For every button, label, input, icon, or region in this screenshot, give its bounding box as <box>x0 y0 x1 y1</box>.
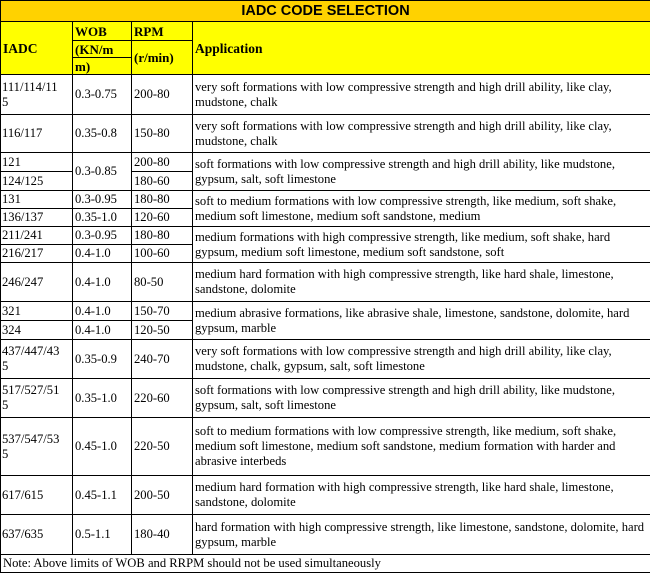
wob-cell: 0.4-1.0 <box>73 302 132 321</box>
table-row <box>1 75 650 115</box>
header-rpm-line2: (r/min) <box>132 41 193 75</box>
wob-cell: 0.45-1.0 <box>73 418 132 476</box>
rpm-cell: 180-60 <box>132 172 193 191</box>
wob-cell: 0.35-1.0 <box>73 379 132 418</box>
wob-cell: 0.4-1.0 <box>73 245 132 263</box>
rpm-cell: 200-50 <box>132 476 193 515</box>
iadc-cell: 131 <box>1 191 73 209</box>
application-cell: soft to medium formations with low compressive strength, like medium, soft shake, medium soft limestone, medium soft sandstone, medium <box>193 191 650 227</box>
application-cell: medium hard formation with high compressive strength, like hard shale, limestone, sandstone, dolomite <box>193 263 650 302</box>
wob-cell: 0.3-0.85 <box>73 153 132 191</box>
application-cell: soft formations with low compressive strength and high drill ability, like mudstone, gypsum, salt, soft limestone <box>193 153 650 191</box>
wob-cell: 0.3-0.95 <box>73 227 132 245</box>
header-wob-line2: (KN/m <box>73 41 132 58</box>
application-cell: soft to medium formations with low compressive strength, like medium, soft shake, medium soft limestone, medium soft sandstone, medium formation with harder and abrasive interbeds <box>193 418 650 476</box>
application-cell: soft formations with low compressive strength and high drill ability, like mudstone, gypsum, salt, soft limestone <box>193 379 650 418</box>
iadc-cell: 637/635 <box>1 515 73 555</box>
table-row <box>1 379 650 418</box>
iadc-cell: 437/447/43 5 <box>1 340 73 379</box>
rpm-cell: 120-60 <box>132 209 193 227</box>
application-cell: very soft formations with low compressive strength and high drill ability, like clay, mudstone, chalk <box>193 75 650 115</box>
table-row <box>1 115 650 153</box>
iadc-cell: 246/247 <box>1 263 73 302</box>
header-wob-line3: m) <box>73 58 132 75</box>
rpm-cell: 220-60 <box>132 379 193 418</box>
table-row <box>1 153 650 172</box>
application-cell: medium hard formation with high compressive strength, like hard shale, limestone, sandstone, dolomite <box>193 476 650 515</box>
wob-cell: 0.35-0.8 <box>73 115 132 153</box>
header-wob-line1: WOB <box>73 22 132 41</box>
application-cell: medium abrasive formations, like abrasive shale, limestone, sandstone, dolomite, hard gypsum, marble <box>193 302 650 340</box>
rpm-cell: 80-50 <box>132 263 193 302</box>
header-rpm-line1: RPM <box>132 22 193 41</box>
iadc-cell: 121 <box>1 153 73 172</box>
wob-cell: 0.35-1.0 <box>73 209 132 227</box>
application-cell: hard formation with high compressive strength, like limestone, sandstone, dolomite, hard gypsum, marble <box>193 515 650 555</box>
rpm-cell: 180-80 <box>132 191 193 209</box>
table-row <box>1 418 650 476</box>
table-row <box>1 263 650 302</box>
iadc-cell: 324 <box>1 321 73 340</box>
rpm-cell: 150-70 <box>132 302 193 321</box>
table-row <box>1 191 650 209</box>
rpm-cell: 180-80 <box>132 227 193 245</box>
rpm-cell: 120-50 <box>132 321 193 340</box>
table-row <box>1 302 650 321</box>
table-title: IADC CODE SELECTION <box>1 1 650 22</box>
iadc-cell: 211/241 <box>1 227 73 245</box>
rpm-cell: 100-60 <box>132 245 193 263</box>
table-note: Note: Above limits of WOB and RRPM should not be used simultaneously <box>1 555 650 573</box>
rpm-cell: 180-40 <box>132 515 193 555</box>
rpm-cell: 200-80 <box>132 75 193 115</box>
application-cell: very soft formations with low compressive strength and high drill ability, like clay, mudstone, chalk <box>193 115 650 153</box>
iadc-cell: 116/117 <box>1 115 73 153</box>
header-iadc: IADC <box>1 22 73 75</box>
table-row <box>1 515 650 555</box>
iadc-cell: 321 <box>1 302 73 321</box>
header-application: Application <box>193 22 650 75</box>
iadc-cell: 617/615 <box>1 476 73 515</box>
table-row <box>1 227 650 245</box>
wob-cell: 0.45-1.1 <box>73 476 132 515</box>
iadc-cell: 111/114/11 5 <box>1 75 73 115</box>
iadc-cell: 136/137 <box>1 209 73 227</box>
iadc-cell: 216/217 <box>1 245 73 263</box>
table-row <box>1 476 650 515</box>
rpm-cell: 150-80 <box>132 115 193 153</box>
wob-cell: 0.5-1.1 <box>73 515 132 555</box>
wob-cell: 0.4-1.0 <box>73 263 132 302</box>
wob-cell: 0.35-0.9 <box>73 340 132 379</box>
iadc-cell: 124/125 <box>1 172 73 191</box>
wob-cell: 0.3-0.75 <box>73 75 132 115</box>
rpm-cell: 220-50 <box>132 418 193 476</box>
iadc-cell: 537/547/53 5 <box>1 418 73 476</box>
wob-cell: 0.3-0.95 <box>73 191 132 209</box>
application-cell: medium formations with high compressive strength, like medium, soft shake, hard gypsum, medium soft limestone, medium soft sandstone, soft <box>193 227 650 263</box>
table-row <box>1 340 650 379</box>
rpm-cell: 240-70 <box>132 340 193 379</box>
rpm-cell: 200-80 <box>132 153 193 172</box>
wob-cell: 0.4-1.0 <box>73 321 132 340</box>
application-cell: very soft formations with low compressive strength and high drill ability, like clay, mudstone, chalk, gypsum, salt, soft limestone <box>193 340 650 379</box>
iadc-cell: 517/527/51 5 <box>1 379 73 418</box>
